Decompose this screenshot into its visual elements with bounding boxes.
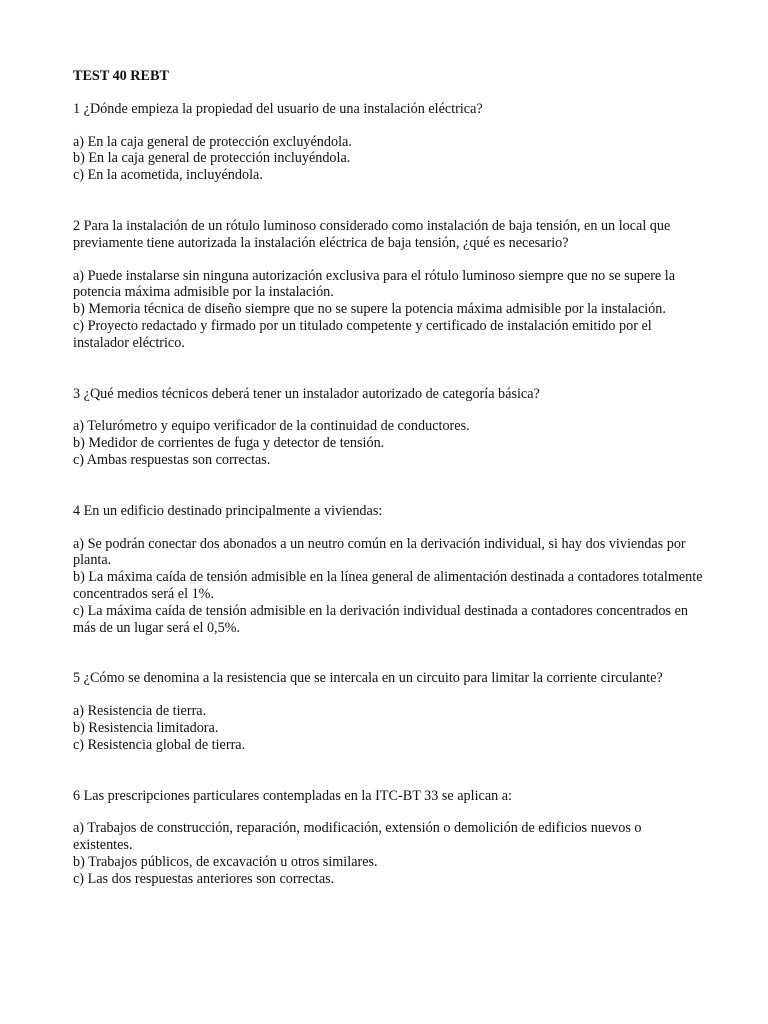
- answer-option: c) Proyecto redactado y firmado por un titulado competente y certificado de instalación emitido por el instalador eléctrico.: [73, 317, 652, 351]
- question-block-2: [73, 218, 703, 352]
- answer-option: c) Resistencia global de tierra.: [73, 736, 246, 753]
- answer-option: a) Se podrán conectar dos abonados a un neutro común en la derivación individual, si hay dos viviendas por planta.: [73, 535, 686, 569]
- answer-option: b) En la caja general de protección incluyéndola.: [73, 150, 351, 167]
- question-block-6: [73, 788, 703, 888]
- question-text: 3 ¿Qué medios técnicos deberá tener un instalador autorizado de categoría básica?: [73, 385, 540, 402]
- question-block-5: [73, 670, 703, 753]
- document-title: TEST 40 REBT: [73, 68, 169, 84]
- answer-option: c) En la acometida, incluyéndola.: [73, 167, 263, 184]
- answer-option: b) Trabajos públicos, de excavación u otros similares.: [73, 853, 378, 870]
- answer-list: [73, 820, 703, 887]
- answer-option: c) Las dos respuestas anteriores son correctas.: [73, 870, 335, 887]
- answer-option: b) Resistencia limitadora.: [73, 719, 219, 736]
- question-text: 1 ¿Dónde empieza la propiedad del usuario de una instalación eléctrica?: [73, 100, 483, 117]
- answer-option: c) La máxima caída de tensión admisible en la derivación individual destinada a contadores concentrados en más de un lugar será el 0,5%.: [73, 602, 688, 636]
- question-block-1: [73, 101, 703, 184]
- question-text: 5 ¿Cómo se denomina a la resistencia que se intercala en un circuito para limitar la corriente circulante?: [73, 670, 663, 687]
- question-block-3: [73, 386, 703, 469]
- question-block-4: [73, 503, 703, 637]
- answer-list: [73, 703, 703, 753]
- answer-option: a) Trabajos de construcción, reparación, modificación, extensión o demolición de edificios nuevos o existentes.: [73, 820, 642, 854]
- answer-list: [73, 134, 703, 184]
- question-text: 6 Las prescripciones particulares contempladas en la ITC-BT 33 se aplican a:: [73, 787, 512, 804]
- document-page: [73, 68, 703, 922]
- answer-list: [73, 268, 703, 352]
- answer-list: [73, 536, 703, 637]
- answer-option: c) Ambas respuestas son correctas.: [73, 451, 271, 468]
- answer-option: b) Medidor de corrientes de fuga y detector de tensión.: [73, 435, 385, 452]
- answer-list: [73, 418, 703, 468]
- answer-option: a) Puede instalarse sin ninguna autorización exclusiva para el rótulo luminoso siempre que no se supere la potencia máxima admisible por la instalación.: [73, 267, 675, 301]
- question-text: 2 Para la instalación de un rótulo luminoso considerado como instalación de baja tensión, en un local que previamente tiene autorizada la instalación eléctrica de baja tensión, ¿qué es necesario?: [73, 217, 671, 251]
- question-text: 4 En un edificio destinado principalmente a viviendas:: [73, 502, 383, 519]
- answer-option: b) La máxima caída de tensión admisible en la línea general de alimentación destinada a contadores totalmente concentrados será el 1%.: [73, 569, 703, 602]
- answer-option: a) Telurómetro y equipo verificador de la continuidad de conductores.: [73, 418, 470, 435]
- answer-option: b) Memoria técnica de diseño siempre que no se supere la potencia máxima admisible por la instalación.: [73, 301, 666, 318]
- answer-option: a) Resistencia de tierra.: [73, 703, 207, 720]
- answer-option: a) En la caja general de protección excluyéndola.: [73, 133, 352, 150]
